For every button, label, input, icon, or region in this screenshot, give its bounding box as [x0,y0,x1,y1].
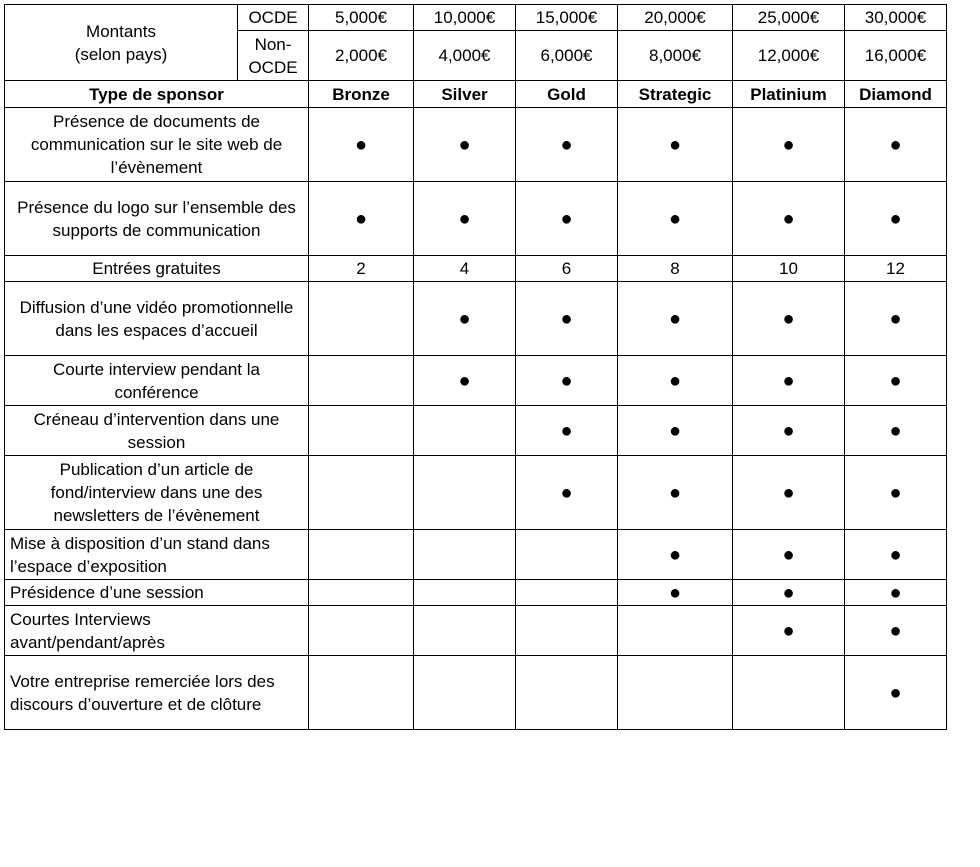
benefit-row [5,456,947,530]
benefit-row [5,182,947,256]
included-dot: ● [845,580,947,606]
empty-cell [414,406,516,456]
empty-cell [516,530,618,580]
entry-count: 2 [309,256,414,282]
benefit-label: Courte interview pendant la conférence [5,356,309,406]
included-dot: ● [845,406,947,456]
entry-count: 6 [516,256,618,282]
benefit-row [5,580,947,606]
empty-cell [309,580,414,606]
included-dot: ● [516,356,618,406]
included-dot: ● [618,406,733,456]
included-dot: ● [845,606,947,656]
tier-diamond: Diamond [845,81,947,108]
included-dot: ● [845,530,947,580]
benefit-label: Votre entreprise remerciée lors des discours d’ouverture et de clôture [5,656,309,730]
empty-cell [309,656,414,730]
sponsorship-table-container [4,4,947,730]
non-ocde-amount: 6,000€ [516,31,618,81]
included-dot: ● [618,530,733,580]
ocde-amount: 10,000€ [414,5,516,31]
included-dot: ● [414,356,516,406]
tier-platinium: Platinium [733,81,845,108]
included-dot: ● [516,182,618,256]
empty-cell [309,406,414,456]
benefit-label: Publication d’un article de fond/interview dans une des newsletters de l’évènement [5,456,309,530]
benefit-label: Présence du logo sur l’ensemble des supports de communication [5,182,309,256]
included-dot: ● [618,456,733,530]
tier-silver: Silver [414,81,516,108]
entry-count: 12 [845,256,947,282]
ocde-amount-row [5,5,947,31]
benefit-row [5,256,947,282]
benefit-label: Créneau d’intervention dans une session [5,406,309,456]
included-dot: ● [733,406,845,456]
empty-cell [733,656,845,730]
montants-label: Montants (selon pays) [5,5,238,81]
benefit-row [5,356,947,406]
sponsor-type-row [5,81,947,108]
included-dot: ● [309,108,414,182]
empty-cell [309,606,414,656]
included-dot: ● [516,108,618,182]
included-dot: ● [516,406,618,456]
included-dot: ● [845,108,947,182]
benefit-row [5,606,947,656]
empty-cell [516,606,618,656]
ocde-amount: 30,000€ [845,5,947,31]
empty-cell [516,580,618,606]
included-dot: ● [733,356,845,406]
entry-count: 4 [414,256,516,282]
included-dot: ● [618,356,733,406]
non-ocde-amount: 12,000€ [733,31,845,81]
included-dot: ● [309,182,414,256]
non-ocde-amount: 16,000€ [845,31,947,81]
ocde-amount: 15,000€ [516,5,618,31]
empty-cell [414,606,516,656]
included-dot: ● [733,108,845,182]
tier-gold: Gold [516,81,618,108]
included-dot: ● [733,456,845,530]
benefit-row [5,406,947,456]
included-dot: ● [733,182,845,256]
non-ocde-amount: 4,000€ [414,31,516,81]
included-dot: ● [618,182,733,256]
included-dot: ● [845,282,947,356]
included-dot: ● [618,282,733,356]
empty-cell [618,606,733,656]
ocde-amount: 25,000€ [733,5,845,31]
benefit-label: Entrées gratuites [5,256,309,282]
included-dot: ● [618,108,733,182]
benefit-row [5,656,947,730]
included-dot: ● [845,182,947,256]
included-dot: ● [733,606,845,656]
empty-cell [309,282,414,356]
benefit-label: Mise à disposition d’un stand dans l’espace d’exposition [5,530,309,580]
benefit-row [5,108,947,182]
ocde-amount: 20,000€ [618,5,733,31]
benefit-label: Présidence d’une session [5,580,309,606]
non-ocde-label: Non-OCDE [238,31,309,81]
benefit-label: Courtes Interviews avant/pendant/après [5,606,309,656]
empty-cell [309,456,414,530]
included-dot: ● [733,282,845,356]
sponsorship-table [4,4,947,730]
empty-cell [414,456,516,530]
included-dot: ● [618,580,733,606]
ocde-amount: 5,000€ [309,5,414,31]
included-dot: ● [414,282,516,356]
tier-strategic: Strategic [618,81,733,108]
included-dot: ● [845,456,947,530]
ocde-label: OCDE [238,5,309,31]
entry-count: 8 [618,256,733,282]
non-ocde-amount: 2,000€ [309,31,414,81]
benefit-row [5,530,947,580]
empty-cell [309,530,414,580]
benefit-label: Présence de documents de communication sur le site web de l’évènement [5,108,309,182]
empty-cell [309,356,414,406]
included-dot: ● [733,580,845,606]
included-dot: ● [516,282,618,356]
benefit-label: Diffusion d’une vidéo promotionnelle dans les espaces d’accueil [5,282,309,356]
included-dot: ● [414,108,516,182]
included-dot: ● [845,656,947,730]
included-dot: ● [414,182,516,256]
tier-bronze: Bronze [309,81,414,108]
included-dot: ● [516,456,618,530]
empty-cell [516,656,618,730]
empty-cell [414,530,516,580]
empty-cell [414,580,516,606]
sponsor-type-label: Type de sponsor [5,81,309,108]
empty-cell [414,656,516,730]
included-dot: ● [733,530,845,580]
included-dot: ● [845,356,947,406]
non-ocde-amount: 8,000€ [618,31,733,81]
empty-cell [618,656,733,730]
entry-count: 10 [733,256,845,282]
benefit-row [5,282,947,356]
